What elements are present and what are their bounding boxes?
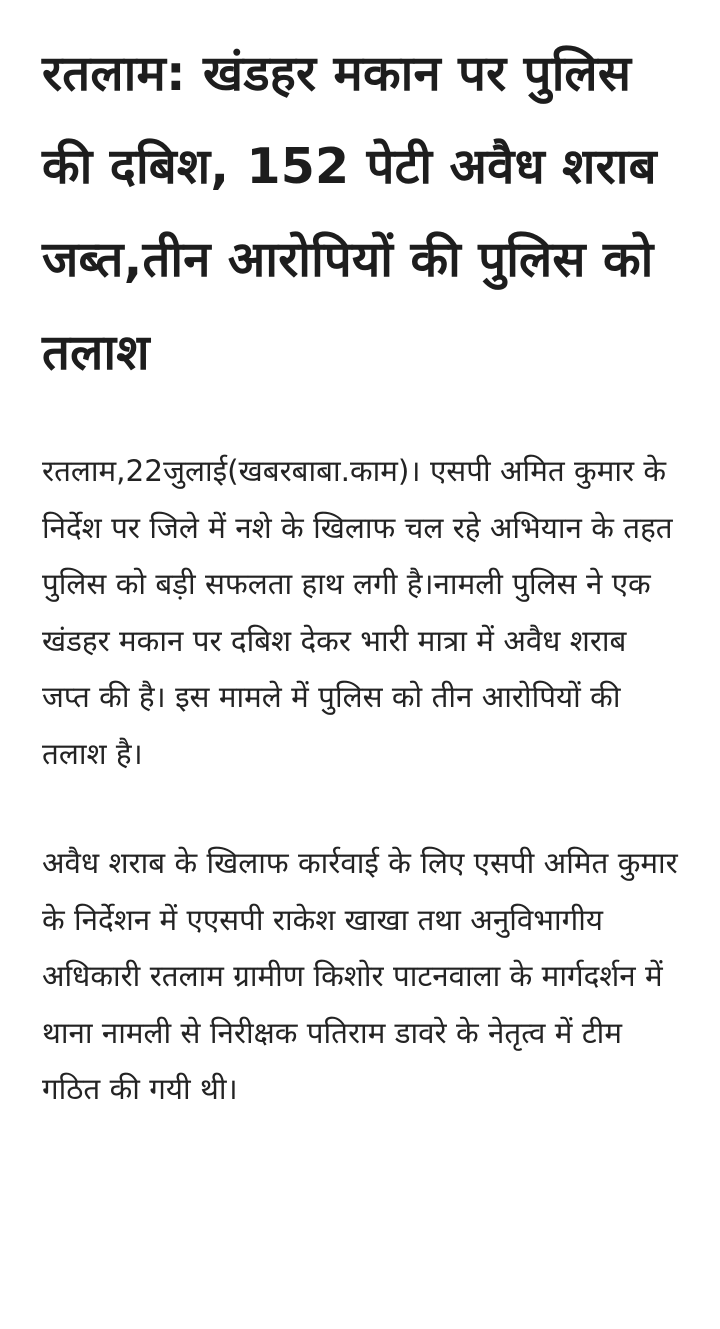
article-paragraph-2: अवैध शराब के खिलाफ कार्रवाई के लिए एसपी अमित कुमार के निर्देशन में एएसपी राकेश खाखा तथा अनुविभागीय अधिकारी रतलाम ग्रामीण किशोर पाटनवाला के मार्गदर्शन में थाना नामली से निरीक्षक पतिराम डावरे के नेतृत्व में टीम गठित की गयी थी। (42, 846, 678, 1106)
article-headline: रतलाम: खंडहर मकान पर पुलिस की दबिश, 152 पेटी अवैध शराब जब्त,तीन आरोपियों की पुलिस को तलाश (42, 45, 657, 381)
article-paragraph-1: रतलाम,22जुलाई(खबरबाबा.काम)। एसपी अमित कुमार के निर्देश पर जिले में नशे के खिलाफ चल रहे अभियान के तहत पुलिस को बड़ी सफलता हाथ लगी है।नामली पुलिस ने एक खंडहर मकान पर दबिश देकर भारी मात्रा में अवैध शराब जप्त की है। इस मामले में पुलिस को तीन आरोपियों की तलाश है। (42, 454, 673, 771)
